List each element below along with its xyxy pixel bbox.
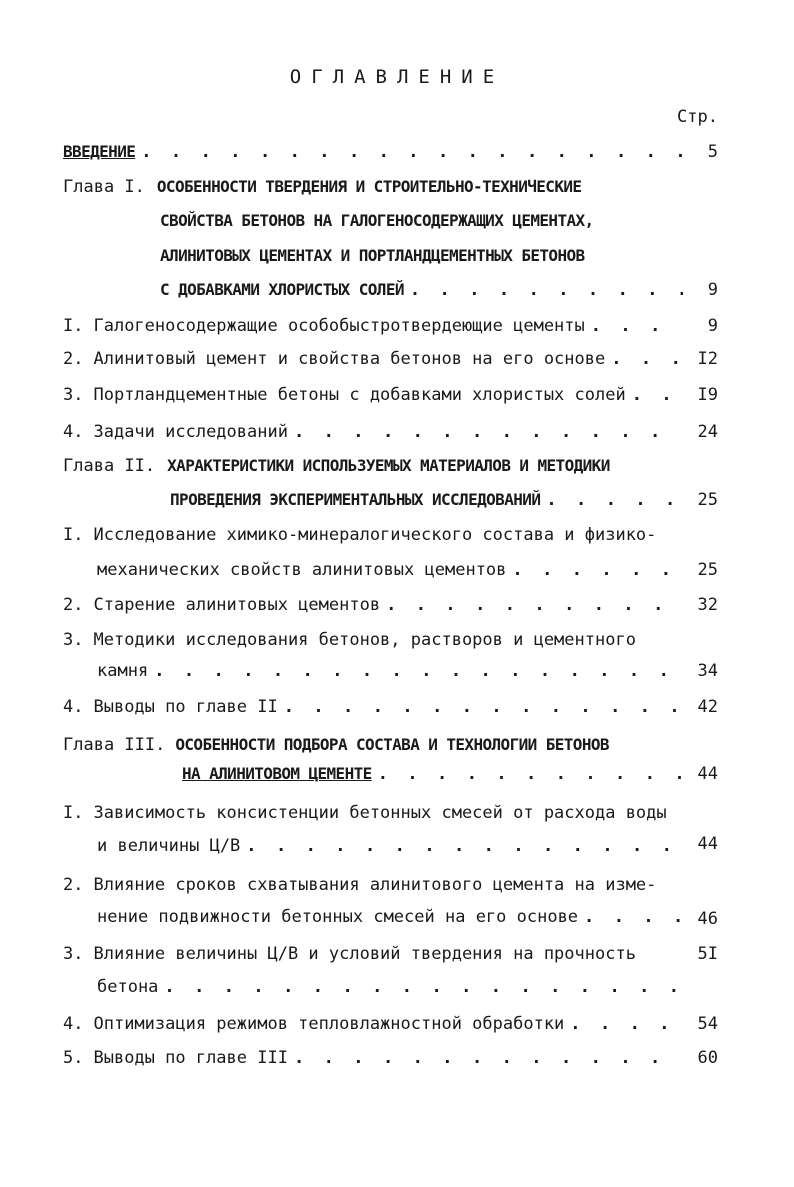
entry-title: Выводы по главе III [93,1048,288,1068]
dot-leader [288,1046,683,1070]
page-number: 44 [697,764,718,784]
chapter-1-line-3 [160,244,585,268]
entry-number: 4. [63,422,84,442]
dot-leader [564,1012,683,1036]
chapter-title-line: ОСОБЕННОСТИ ПОДБОРА СОСТАВА И ТЕХНОЛОГИИ БЕТОНОВ [175,735,609,754]
page-column-header: Стр. [677,107,718,127]
toc-entry[interactable] [63,1012,683,1036]
entry-number: 4. [63,697,84,717]
entry-number: 3. [63,630,84,650]
toc-entry[interactable] [63,347,683,371]
dot-leader [404,278,683,302]
chapter-1-heading[interactable] [63,175,581,199]
chapter-title-line: ПРОВЕДЕНИЯ ЭКСПЕРИМЕНТАЛЬНЫХ ИССЛЕДОВАНИЙ [170,490,541,509]
page-number: 24 [697,422,718,442]
page-number: 42 [697,697,718,717]
entry-number: I. [63,525,84,545]
entry-number: I. [63,316,84,336]
chapter-1-line-4 [160,278,683,302]
toc-entry-continuation [97,905,683,929]
page-number: 46 [697,909,718,929]
entry-number: 4. [63,1014,84,1034]
entry-title: Методики исследования бетонов, растворов и цементного [93,630,636,650]
page-number: 44 [697,834,718,854]
chapter-label: Глава II. [63,456,156,476]
chapter-2-line-2 [170,488,683,512]
dot-leader [605,347,683,371]
entry-title: Исследование химико-минералогического состава и физико- [93,525,657,545]
entry-title: Портландцементные бетоны с добавками хлористых солей [93,385,626,405]
page-number: I9 [697,385,718,405]
page-number: 25 [697,490,718,510]
toc-entry-continuation [97,975,683,999]
entry-number: 3. [63,385,84,405]
dot-leader [585,314,683,338]
dot-leader [506,558,683,582]
entry-number: 5. [63,1048,84,1068]
chapter-title-line: НА АЛИНИТОВОМ ЦЕМЕНТЕ [182,764,372,783]
toc-entry-continuation [97,834,683,858]
dot-leader [288,420,683,444]
dot-leader [148,659,683,683]
chapter-1-line-2 [160,209,594,233]
entry-title: механических свойств алинитовых цементов [97,560,507,580]
toc-entry-introduction[interactable] [63,140,683,164]
toc-entry[interactable] [63,523,656,547]
dot-leader [372,762,683,786]
toc-entry[interactable] [63,593,683,617]
page-number: I2 [697,349,718,369]
page-number: 25 [697,560,718,580]
chapter-3-heading[interactable] [63,733,609,757]
entry-title: Задачи исследований [93,422,288,442]
chapter-2-heading[interactable] [63,454,610,478]
toc-entry[interactable] [63,383,683,407]
page-number: 32 [697,595,718,615]
toc-entry[interactable] [63,420,683,444]
toc-entry[interactable] [63,801,667,825]
page-number: 9 [707,280,718,300]
dot-leader [540,488,683,512]
chapter-label: Глава III. [63,735,166,755]
chapter-title-line: ОСОБЕННОСТИ ТВЕРДЕНИЯ И СТРОИТЕЛЬНО-ТЕХНИЧЕСКИЕ [156,177,582,196]
dot-leader [158,975,683,999]
page-number: 9 [707,316,718,336]
entry-number: 2. [63,349,84,369]
toc-entry[interactable] [63,695,683,719]
page-number: 5 [707,142,718,162]
dot-leader [278,695,683,719]
toc-title: ОГЛАВЛЕНИЕ [289,66,505,88]
entry-title: Влияние сроков схватывания алинитового цемента на изме- [93,875,657,895]
entry-title: Оптимизация режимов тепловлажностной обработки [93,1014,565,1034]
toc-entry-continuation [97,659,683,683]
toc-entry-continuation [97,558,683,582]
entry-number: 3. [63,944,84,964]
entry-title: Алинитовый цемент и свойства бетонов на его основе [93,349,606,369]
chapter-3-line-2 [182,762,683,786]
entry-title: Старение алинитовых цементов [93,595,381,615]
entry-title: Выводы по главе II [93,697,278,717]
entry-title: Галогеносодержащие особобыстротвердеющие цементы [93,316,585,336]
toc-entry[interactable] [63,1046,683,1070]
entry-title: камня [97,661,149,681]
chapter-title-line: СВОЙСТВА БЕТОНОВ НА ГАЛОГЕНОСОДЕРЖАЩИХ ЦЕМЕНТАХ, [160,211,594,230]
toc-entry[interactable] [63,628,636,652]
chapter-label: Глава I. [63,177,145,197]
dot-leader [135,140,683,164]
entry-number: 2. [63,875,84,895]
entry-number: I. [63,803,84,823]
page-number: 54 [697,1014,718,1034]
page-number: 34 [697,661,718,681]
dot-leader [380,593,683,617]
entry-title: бетона [97,977,159,997]
toc-entry[interactable] [63,873,656,897]
toc-entry[interactable] [63,942,636,966]
entry-title: Зависимость консистенции бетонных смесей от расхода воды [93,803,667,823]
entry-title: Влияние величины Ц/В и условий твердения на прочность [93,944,636,964]
entry-title: нение подвижности бетонных смесей на его основе [97,907,579,927]
chapter-title-line: АЛИНИТОВЫХ ЦЕМЕНТАХ И ПОРТЛАНДЦЕМЕНТНЫХ БЕТОНОВ [160,246,585,265]
page-number: 5I [697,944,718,964]
entry-number: 2. [63,595,84,615]
entry-title: и величины Ц/В [97,836,241,856]
page-number: 60 [697,1048,718,1068]
chapter-title-line: ХАРАКТЕРИСТИКИ ИСПОЛЬЗУЕМЫХ МАТЕРИАЛОВ И МЕТОДИКИ [167,456,610,475]
chapter-title-line: С ДОБАВКАМИ ХЛОРИСТЫХ СОЛЕЙ [160,280,404,299]
dot-leader [626,383,683,407]
dot-leader [240,834,683,858]
toc-entry[interactable] [63,314,683,338]
dot-leader [578,905,683,929]
entry-title: ВВЕДЕНИЕ [63,142,136,161]
